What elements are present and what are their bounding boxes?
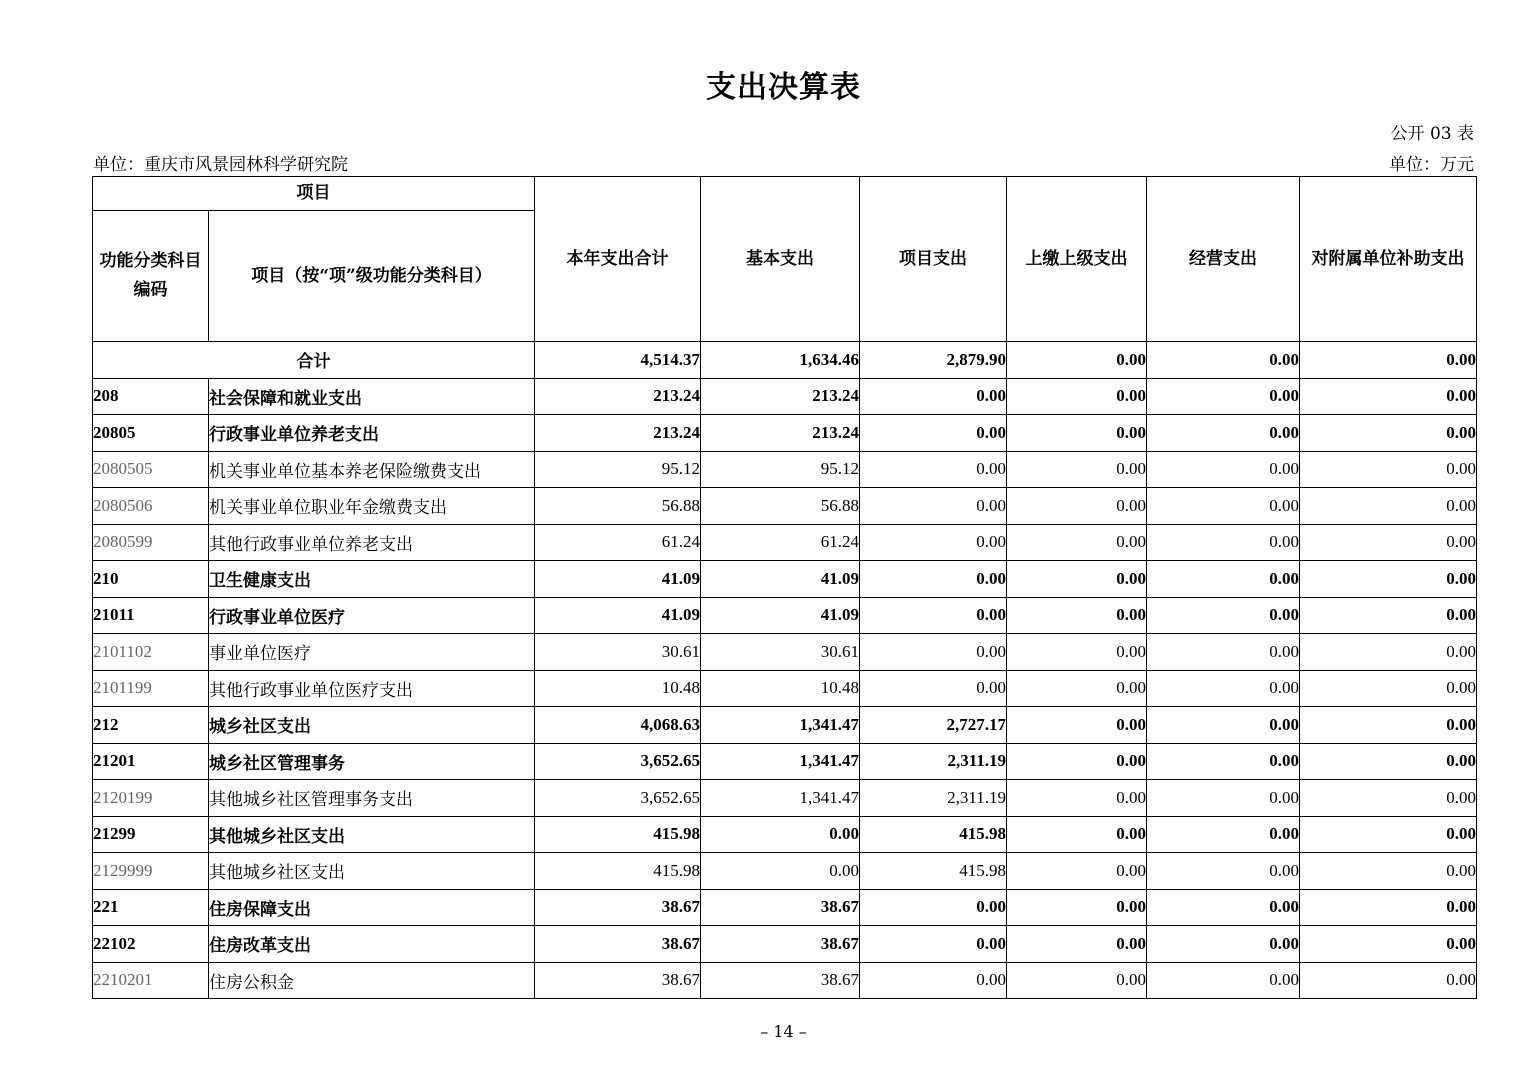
row-value: 0.00 — [1147, 816, 1300, 853]
row-value: 0.00 — [860, 415, 1007, 452]
table-row — [93, 634, 1477, 671]
row-value: 0.00 — [1300, 597, 1477, 634]
header-upper: 上缴上级支出 — [1007, 177, 1147, 342]
row-name: 事业单位医疗 — [209, 634, 535, 671]
row-value: 0.00 — [1300, 853, 1477, 890]
row-value: 0.00 — [1147, 780, 1300, 817]
row-value: 0.00 — [1147, 853, 1300, 890]
row-value: 213.24 — [701, 415, 860, 452]
row-value: 0.00 — [1007, 670, 1147, 707]
row-value: 0.00 — [701, 816, 860, 853]
row-value: 1,341.47 — [701, 780, 860, 817]
row-value: 0.00 — [1300, 488, 1477, 525]
currency-unit: 单位：万元 — [1389, 155, 1474, 175]
row-value: 0.00 — [701, 853, 860, 890]
row-name: 机关事业单位职业年金缴费支出 — [209, 488, 535, 525]
page-number: – 14 – — [760, 1022, 807, 1041]
row-value: 41.09 — [535, 597, 701, 634]
row-name: 其他行政事业单位医疗支出 — [209, 670, 535, 707]
row-value: 30.61 — [701, 634, 860, 671]
row-code: 2120199 — [93, 780, 209, 817]
header-basic: 基本支出 — [701, 177, 860, 342]
header-project: 项目支出 — [860, 177, 1007, 342]
row-code: 2080506 — [93, 488, 209, 525]
total-value: 1,634.46 — [701, 342, 860, 379]
row-code: 2129999 — [93, 853, 209, 890]
row-value: 0.00 — [1300, 889, 1477, 926]
row-value: 38.67 — [701, 962, 860, 999]
row-code: 2080599 — [93, 524, 209, 561]
row-value: 0.00 — [1147, 962, 1300, 999]
row-name: 机关事业单位基本养老保险缴费支出 — [209, 451, 535, 488]
row-value: 0.00 — [1147, 415, 1300, 452]
row-name: 其他城乡社区支出 — [209, 853, 535, 890]
row-value: 0.00 — [860, 670, 1007, 707]
row-value: 56.88 — [535, 488, 701, 525]
row-value: 0.00 — [1007, 853, 1147, 890]
total-row — [93, 342, 1477, 379]
row-value: 0.00 — [1300, 561, 1477, 598]
table-row — [93, 597, 1477, 634]
header-code: 功能分类科目编码 — [93, 211, 209, 342]
row-value: 38.67 — [701, 889, 860, 926]
row-value: 0.00 — [860, 889, 1007, 926]
row-code: 210 — [93, 561, 209, 598]
row-value: 2,311.19 — [860, 743, 1007, 780]
row-value: 0.00 — [1007, 780, 1147, 817]
table-row — [93, 524, 1477, 561]
row-value: 0.00 — [1300, 926, 1477, 963]
row-value: 0.00 — [1147, 889, 1300, 926]
total-value: 4,514.37 — [535, 342, 701, 379]
row-value: 10.48 — [535, 670, 701, 707]
reporting-unit: 单位：重庆市风景园林科学研究院 — [93, 155, 348, 175]
row-value: 38.67 — [535, 926, 701, 963]
row-value: 3,652.65 — [535, 780, 701, 817]
row-name: 其他城乡社区支出 — [209, 816, 535, 853]
expenditure-table — [92, 176, 1477, 999]
row-code: 2080505 — [93, 451, 209, 488]
table-row — [93, 488, 1477, 525]
row-value: 0.00 — [1007, 743, 1147, 780]
row-value: 0.00 — [1007, 561, 1147, 598]
row-name: 行政事业单位养老支出 — [209, 415, 535, 452]
row-name: 住房改革支出 — [209, 926, 535, 963]
row-value: 213.24 — [535, 378, 701, 415]
table-row — [93, 780, 1477, 817]
row-value: 0.00 — [860, 561, 1007, 598]
row-value: 41.09 — [701, 561, 860, 598]
row-value: 213.24 — [701, 378, 860, 415]
page-title: 支出决算表 — [706, 70, 861, 105]
total-value: 0.00 — [1007, 342, 1147, 379]
row-code: 21201 — [93, 743, 209, 780]
row-value: 0.00 — [1300, 634, 1477, 671]
row-code: 212 — [93, 707, 209, 744]
row-name: 住房公积金 — [209, 962, 535, 999]
row-value: 0.00 — [1300, 743, 1477, 780]
header-item: 项目 — [93, 177, 535, 211]
form-number: 公开 03 表 — [1390, 124, 1474, 144]
row-value: 30.61 — [535, 634, 701, 671]
row-name: 其他城乡社区管理事务支出 — [209, 780, 535, 817]
row-code: 21011 — [93, 597, 209, 634]
row-name: 卫生健康支出 — [209, 561, 535, 598]
row-value: 0.00 — [1007, 597, 1147, 634]
row-code: 22102 — [93, 926, 209, 963]
table-row — [93, 561, 1477, 598]
table-row — [93, 415, 1477, 452]
row-code: 208 — [93, 378, 209, 415]
row-value: 38.67 — [701, 926, 860, 963]
header-name: 项目（按“项”级功能分类科目） — [209, 211, 535, 342]
row-value: 38.67 — [535, 962, 701, 999]
row-value: 0.00 — [1147, 378, 1300, 415]
row-value: 0.00 — [1300, 962, 1477, 999]
row-value: 0.00 — [1147, 707, 1300, 744]
row-value: 0.00 — [1300, 816, 1477, 853]
total-value: 2,879.90 — [860, 342, 1007, 379]
row-value: 4,068.63 — [535, 707, 701, 744]
row-name: 城乡社区管理事务 — [209, 743, 535, 780]
table-row — [93, 962, 1477, 999]
row-value: 0.00 — [860, 488, 1007, 525]
row-name: 行政事业单位医疗 — [209, 597, 535, 634]
table-row — [93, 451, 1477, 488]
header-subsidy: 对附属单位补助支出 — [1300, 177, 1477, 342]
row-value: 0.00 — [1147, 926, 1300, 963]
row-value: 0.00 — [1300, 415, 1477, 452]
row-value: 415.98 — [535, 853, 701, 890]
row-value: 0.00 — [1147, 488, 1300, 525]
row-value: 0.00 — [1300, 378, 1477, 415]
row-value: 0.00 — [1147, 524, 1300, 561]
header-business: 经营支出 — [1147, 177, 1300, 342]
row-value: 0.00 — [1007, 889, 1147, 926]
row-value: 95.12 — [535, 451, 701, 488]
row-value: 0.00 — [1147, 561, 1300, 598]
total-value: 0.00 — [1147, 342, 1300, 379]
row-value: 415.98 — [535, 816, 701, 853]
row-value: 95.12 — [701, 451, 860, 488]
row-name: 住房保障支出 — [209, 889, 535, 926]
row-code: 21299 — [93, 816, 209, 853]
row-value: 0.00 — [1007, 524, 1147, 561]
row-value: 0.00 — [1147, 451, 1300, 488]
row-value: 0.00 — [1007, 488, 1147, 525]
row-name: 社会保障和就业支出 — [209, 378, 535, 415]
row-value: 0.00 — [1147, 670, 1300, 707]
row-value: 0.00 — [860, 597, 1007, 634]
row-name: 其他行政事业单位养老支出 — [209, 524, 535, 561]
row-code: 2101102 — [93, 634, 209, 671]
row-value: 0.00 — [1300, 451, 1477, 488]
row-value: 0.00 — [1300, 707, 1477, 744]
table-row — [93, 743, 1477, 780]
row-value: 61.24 — [701, 524, 860, 561]
row-value: 0.00 — [1007, 926, 1147, 963]
row-value: 0.00 — [860, 378, 1007, 415]
row-value: 41.09 — [701, 597, 860, 634]
row-value: 0.00 — [1007, 707, 1147, 744]
row-value: 0.00 — [1147, 597, 1300, 634]
table-row — [93, 816, 1477, 853]
row-value: 0.00 — [860, 451, 1007, 488]
row-value: 415.98 — [860, 816, 1007, 853]
table-row — [93, 707, 1477, 744]
row-value: 61.24 — [535, 524, 701, 561]
row-value: 0.00 — [1300, 670, 1477, 707]
table-row — [93, 378, 1477, 415]
table-row — [93, 926, 1477, 963]
row-value: 2,727.17 — [860, 707, 1007, 744]
row-value: 0.00 — [1007, 962, 1147, 999]
row-value: 0.00 — [860, 926, 1007, 963]
total-label: 合计 — [93, 342, 535, 379]
table-row — [93, 889, 1477, 926]
row-value: 38.67 — [535, 889, 701, 926]
total-value: 0.00 — [1300, 342, 1477, 379]
row-value: 0.00 — [1147, 743, 1300, 780]
row-value: 0.00 — [860, 634, 1007, 671]
row-value: 0.00 — [1300, 780, 1477, 817]
header-total: 本年支出合计 — [535, 177, 701, 342]
row-value: 41.09 — [535, 561, 701, 598]
row-code: 2101199 — [93, 670, 209, 707]
row-code: 221 — [93, 889, 209, 926]
row-value: 0.00 — [860, 962, 1007, 999]
row-code: 20805 — [93, 415, 209, 452]
row-value: 56.88 — [701, 488, 860, 525]
row-value: 3,652.65 — [535, 743, 701, 780]
row-value: 0.00 — [1007, 634, 1147, 671]
table-row — [93, 853, 1477, 890]
row-value: 2,311.19 — [860, 780, 1007, 817]
row-value: 0.00 — [1007, 415, 1147, 452]
row-value: 0.00 — [860, 524, 1007, 561]
row-value: 213.24 — [535, 415, 701, 452]
table-body — [93, 342, 1477, 999]
row-value: 0.00 — [1007, 451, 1147, 488]
row-name: 城乡社区支出 — [209, 707, 535, 744]
table-row — [93, 670, 1477, 707]
row-value: 10.48 — [701, 670, 860, 707]
row-value: 0.00 — [1300, 524, 1477, 561]
row-code: 2210201 — [93, 962, 209, 999]
row-value: 0.00 — [1007, 378, 1147, 415]
row-value: 1,341.47 — [701, 707, 860, 744]
row-value: 0.00 — [1007, 816, 1147, 853]
row-value: 415.98 — [860, 853, 1007, 890]
row-value: 1,341.47 — [701, 743, 860, 780]
row-value: 0.00 — [1147, 634, 1300, 671]
